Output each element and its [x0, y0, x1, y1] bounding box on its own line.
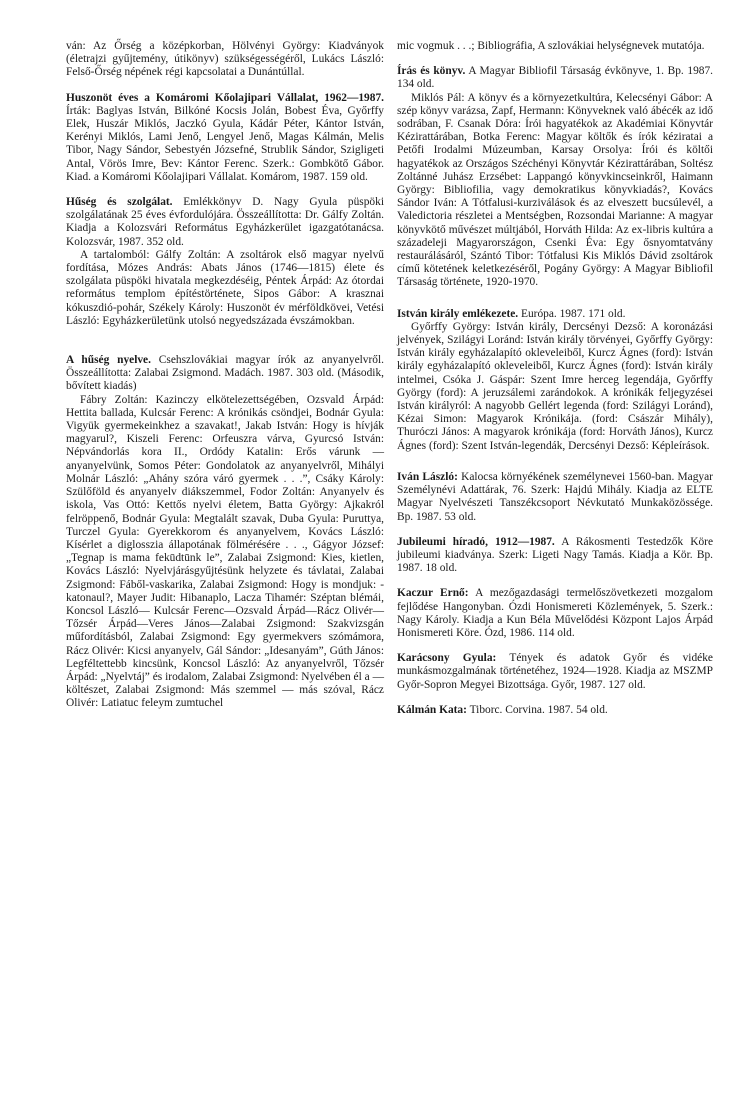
entry-heading: Iván László: — [397, 470, 458, 483]
entry-text: A Magyar Bibliofil Társaság évkönyve, 1. Bp. 1987. 134 old. — [397, 65, 714, 91]
entry-heading: Hűség és szolgálat. — [66, 196, 173, 209]
entry-contents: Fábry Zoltán: Kazinczy elkötelezettségében, Ozsvald Árpád: Hettita ballada, Kulcsár Ferenc: A krónikás csöndjei, Bodnár Gyula: Vigyük gyermekeinkhez a szavakat!, Jakab István: Hogy is hívják magyarul?, Kiszeli Ferenc: Orfeuszra várva, Gyurcsó István: Népvándorlás kora II., Ordódy Katalin: Erős várunk — anyanyelvünk, Somos Péter: Gondolatok az anyanyelvről, Mihályi Molnár László: „Ahány szóra váró gyermek . . .”, Csáky Károly: Szülőföld és anyanyelv diákszemmel, Fodor Zoltán: Anyanyelv és iskola, Vas Ottó: Kettős nyelvi életem, Batta György: Ajkakról felröppenő, Bodnár Gyula: Megtalált szavak, Duba Gyula: Puruttya, Turczel Gyula: Gyerekkorom és anyanyelvem, Kovács László: Kísérlet a diglosszia állapotának fölmérésére . . ., Gágyor József: „Tegnap is mama fekūdtūnk le”, Zalabai Zsigmond: Kies, kietlen, Kovács László: Nyelvjárásgyűjtésünk helyzete és távlatai, Zalabai Zsigmond: Fáből-vaskarika, Zalabai Zsigmond: Hogy is mondjuk: - katonaul?, Mayer Judit: Hibanaplo, Lacza Tihamér: Széptan blémái, Koncsol László— Kulcsár Ferenc—Ozsvald Árpád—Rácz Olivér— Tőzsér Árpád—Veres János—Zalabai Zsigmond: Szakvizsgán műfordításból, Zalabai Zsigmond: Egy gyermekvers szómámora, Rácz Olivér: Kicsi anyanyelv, Gál Sándor: „Idesanyám”, Gúth János: Legféltettebb kincsünk, Koncsol László: Az anyanyelvről, Tőzsér Árpád: „Nyelvtáj” és irodalom, Zalabai Zsigmond: Nyelvében él a — költészet, Zalabai Zsigmond: Más szemmel — más szóval, Rácz Olivér: Latiatuc feleym zumtuchel — [66, 393, 384, 710]
entry-text: Kalocsa környékének személynevei 1560-ban. Magyar Személynévi Adattárak, 76. Szerk: Hajdú Mihály. Kiadja az ELTE Magyar Nyelvészeti Tanszékcsoport Névkutató Munkaközössége. Bp. 1987. 53 old. — [397, 470, 713, 523]
entry-iras-es-konyv — [397, 65, 713, 289]
entry-text: Írták: Baglyas István, Bilkóné Kocsis Jolán, Bobest Éva, Győrffy Elek, Huszár Miklós, Jaczkó Gyula, Kádár Péter, Kántor István, Kerényi Miklós, Lami Jenő, Lengyel Jenő, Magas Kálmán, Melis Tibor, Nagy Sándor, Sebestyén Józsefné, Strublik Sándor, Szigligeti Antal, Vörös Imre, Bev: Kántor Ferenc. Szerk.: Gombkötő Gábor. Kiad. a Komáromi Kőolajipari Vállalat. Komárom, 1987. 159 old. — [66, 104, 384, 183]
entry-text: Csehszlovákiai magyar írók az anyanyelvről. Összeállította: Zalabai Zsigmond. Madách. 1987. 303 old. (Második, bővített kiadás) — [66, 354, 384, 393]
entry-huseg-nyelve-continued — [397, 40, 713, 53]
entry-orseg-continued — [66, 40, 384, 80]
entry-heading: Jubileumi híradó, 1912—1987. — [397, 535, 555, 548]
entry-heading: Karácsony Gyula: — [397, 652, 497, 665]
entry-kalman-kata — [397, 704, 713, 717]
entry-heading: A hűség nyelve. — [66, 354, 151, 367]
entry-ivan-laszlo — [397, 471, 713, 524]
right-column — [397, 40, 713, 729]
entry-text: A Rákosmenti Testedzők Köre jubileumi kiadványa. Szerk: Ligeti Nagy Tamás. Kiadja a Kör. Bp. 1987. 18 old. — [397, 535, 714, 575]
entry-contents: Miklós Pál: A könyv és a környezetkultúra, Kelecsényi Gábor: A szép könyv varázsa, Zapf, Hermann: Könyveknek való ábécék az idő sodrában, F. Csanak Dóra: Írói hagyatékok az Akadémiai Könyvtár Kézirattárában, Botka Ferenc: Magyar költők és írók kéziratai a Petőfi Irodalmi Múzeumban, Karsay Orsolya: Írói és költői hagyatékok az Országos Széchényi Könyvtár Kézirattárában, Soltész Zoltánné Juhász Erzsébet: Lappangó könyvkincseinkről, Haimann György: Bibliofilia, vagy demokratikus könyvkiadás?, Kovács Sándor Iván: A Tótfalusi-kurziválások és az elveszett bucsúlevél, a Valedictoria részletei a Mentségben, Rozsondai Marianne: A magyar könyvkötő művészet múltjából, Horváth Hilda: Az ex-libris kultúra a századeleji Magyarországon, Csenki Éva: Egy ősnyomtatvány restaurálásáról, Szántó Tibor: Tótfalusi Kis Miklós Dávid zsoltárok című kötetének keletkezéséről, Pogány György: A Magyar Bibliofil Társaság története, 1920-1970. — [397, 91, 713, 289]
entry-heading: István király emlékezete. — [397, 307, 519, 320]
entry-text: mic vogmuk . . .; Bibliográfia, A szlovákiai helységnevek mutatója. — [397, 40, 705, 52]
entry-heading: Huszonöt éves a Komáromi Kőolajipari Vállalat, 1962—1987. — [66, 91, 384, 104]
entry-text: Tiborc. Corvina. 1987. 54 old. — [469, 703, 608, 716]
entry-huseg-es-szolgalat — [66, 196, 384, 328]
entry-contents: A tartalomból: Gálfy Zoltán: A zsoltárok első magyar nyelvű fordítása, Mózes András: Abats János (1746—1815) élete és szolgálata püspöki hivatala megkezdéséig, Péntek Árpád: Az ótordai református templom építéstörténete, Sipos Gábor: A krasznai kókuszdió-pohár, Székely Károly: Huszonöt év mérföldkövei, Vetési László: Egyházkerületünk utolsó negyedszázada évszámokban. — [66, 248, 384, 327]
entry-karacsony-gyula — [397, 652, 713, 692]
entry-komaromi-koolajipari — [66, 92, 384, 184]
entry-heading: Kálmán Kata: — [397, 703, 467, 716]
entry-text: A mezőgazdasági termelőszövetkezeti mozgalom fejlődése Hangonyban. Ózdi Honismereti Közlemények, 5. Szerk.: Nagy Károly. Kiadja a Kun Béla Művelődési Központ Lajos Árpád Honismereti Köre. Ózd, 1986. 114 old. — [397, 587, 713, 639]
entry-a-huseg-nyelve — [66, 354, 384, 710]
entry-kaczur-erno — [397, 587, 713, 640]
entry-text: ván: Az Őrség a középkorban, Hölvényi György: Kiadványok (életrajzi gyűjtemény, útikönyv) szükségességéről, Lukács László: Felső-Őrség népének régi kapcsolatai a Dunántúllal. — [66, 40, 384, 79]
entry-text: Tények és adatok Győr és vidéke munkásmozgalmának történetéhez, 1924—1928. Kiadja az MSZMP Győr-Sopron Megyei Bizottsága. Győr, 1987. 127 old. — [397, 652, 713, 691]
left-column — [66, 40, 384, 723]
entry-text: Emlékkönyv D. Nagy Gyula püspöki szolgálatának 25 éves évfordulójára. Összeállította: Dr. Gálfy Zoltán. Kiadja a Kolozsvári Református Egyházkerület igazgatótanácsa. Kolozsvár, 1987. 352 old. — [66, 196, 384, 248]
entry-jubileumi-hirado — [397, 536, 713, 576]
entry-heading: Írás és könyv. — [397, 65, 466, 78]
entry-text: Európa. 1987. 171 old. — [521, 307, 626, 320]
entry-heading: Kaczur Ernő: — [397, 587, 469, 600]
entry-istvan-kiraly-emlekezete — [397, 308, 713, 453]
entry-contents: Győrffy György: István király, Dercsényi Dezső: A koronázási jelvények, Szilágyi Loránd: István király törvényei, Győrffy György: István király egyházalapító okleveleiből, Kurcz Ágnes (ford): István király egyházalapító okleveleiből, Kurcz Ágnes (ford): István király intelmei, Csóka J. Gáspár: Szent Imre herceg legendája, Győrffy György (ford): A jeruzsálemi zarándokok. A krónikák feljegyzései István királyról: A nagyobb Gellért legenda (ford: Szilágyi Loránd), Kézai Simon: Magyarok Krónikája. (ford: Császár Mihály), Thuróczi János: A magyarok krónikája (ford: Horváth János), Kurcz Ágnes (ford): Szent István-legendák, Dercsényi Dezső: Képleírások. — [397, 320, 713, 452]
